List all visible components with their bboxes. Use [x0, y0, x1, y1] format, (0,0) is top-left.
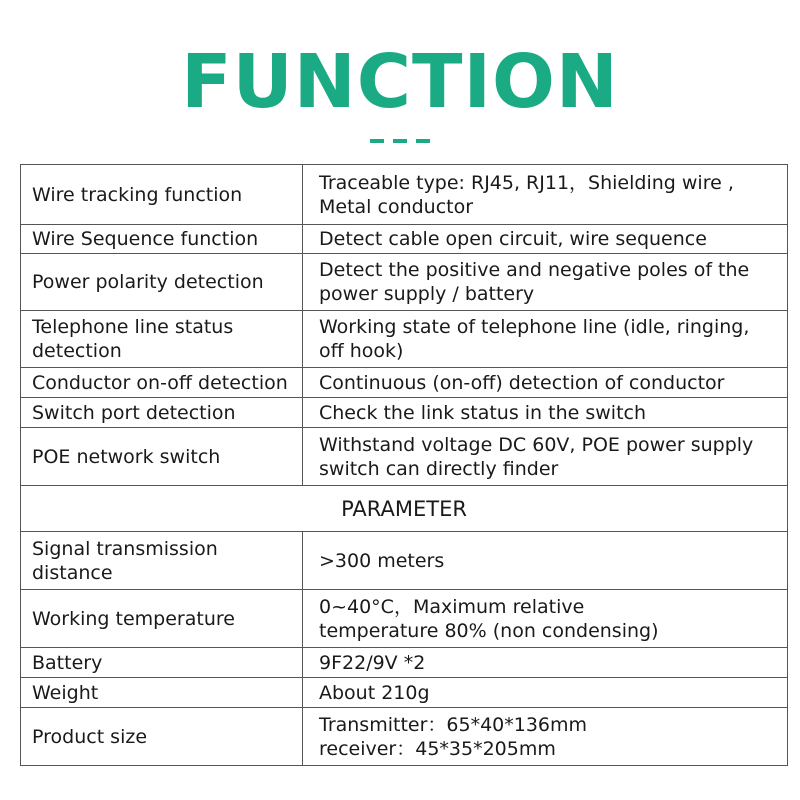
spec-table: [20, 164, 788, 766]
row-value: [303, 368, 788, 398]
table-row: [21, 398, 788, 428]
row-label: [21, 532, 303, 590]
row-value: [303, 708, 788, 766]
dash: [393, 139, 407, 143]
row-value-line: Check the link status in the switch: [319, 401, 647, 424]
row-value: [303, 165, 788, 225]
page-title: FUNCTION: [181, 39, 619, 125]
row-value: [303, 254, 788, 311]
table-row: [21, 428, 788, 486]
section-heading-row: [21, 486, 788, 532]
row-label-line: detection: [32, 340, 122, 362]
row-label: Weight: [21, 678, 303, 708]
row-label: Switch port detection: [21, 398, 303, 428]
row-label: Power polarity detection: [21, 254, 303, 311]
row-value-line: Working state of telephone line (idle, ringing,: [319, 316, 750, 338]
row-value: [303, 225, 788, 254]
row-label: Working temperature: [21, 590, 303, 648]
row-label-line: Signal transmission: [32, 537, 218, 560]
row-value: [303, 532, 788, 590]
title-underline-dashes: [370, 139, 430, 143]
table-row: [21, 678, 788, 708]
table-row: [21, 368, 788, 398]
row-value: [303, 648, 788, 678]
row-label: [21, 311, 303, 368]
row-value-line: >300 meters: [319, 549, 445, 572]
row-value: [303, 398, 788, 428]
row-value-line: power supply / battery: [319, 283, 535, 305]
row-value: [303, 311, 788, 368]
row-value-line: Traceable type: RJ45, RJ11，Shielding wire ,: [319, 171, 734, 194]
row-value-line: About 210g: [319, 681, 430, 704]
table-row: [21, 254, 788, 311]
dash: [370, 139, 384, 143]
row-label: Product size: [21, 708, 303, 766]
row-label: Battery: [21, 648, 303, 678]
row-value-line: Transmitter：65*40*136mm: [319, 713, 588, 736]
dash: [416, 139, 430, 143]
row-label-line: distance: [32, 561, 113, 584]
table-row: [21, 165, 788, 225]
table-row: [21, 225, 788, 254]
row-value-line: Metal conductor: [319, 195, 474, 218]
row-value-line: Withstand voltage DC 60V, POE power supply: [319, 433, 754, 456]
row-value-line: 0~40°C，Maximum relative: [319, 595, 585, 618]
table-row: [21, 532, 788, 590]
row-label: Conductor on-off detection: [21, 368, 303, 398]
section-heading: PARAMETER: [21, 486, 788, 532]
row-value-line: Detect the positive and negative poles of the: [319, 259, 750, 281]
row-value: [303, 590, 788, 648]
row-value-line: temperature 80% (non condensing): [319, 619, 659, 642]
row-value-line: 9F22/9V *2: [319, 651, 426, 674]
row-value: [303, 678, 788, 708]
row-value-line: switch can directly finder: [319, 457, 559, 480]
table-row: [21, 708, 788, 766]
table-row: [21, 311, 788, 368]
row-label: Wire tracking function: [21, 165, 303, 225]
table-row: [21, 590, 788, 648]
row-value-line: Detect cable open circuit, wire sequence: [319, 228, 707, 250]
row-label-line: Telephone line status: [32, 316, 234, 338]
row-value-line: Continuous (on-off) detection of conductor: [319, 371, 725, 394]
row-label: Wire Sequence function: [21, 225, 303, 254]
row-value-line: off hook): [319, 340, 404, 362]
row-value-line: receiver：45*35*205mm: [319, 737, 556, 760]
row-label: POE network switch: [21, 428, 303, 486]
table-row: [21, 648, 788, 678]
row-value: [303, 428, 788, 486]
